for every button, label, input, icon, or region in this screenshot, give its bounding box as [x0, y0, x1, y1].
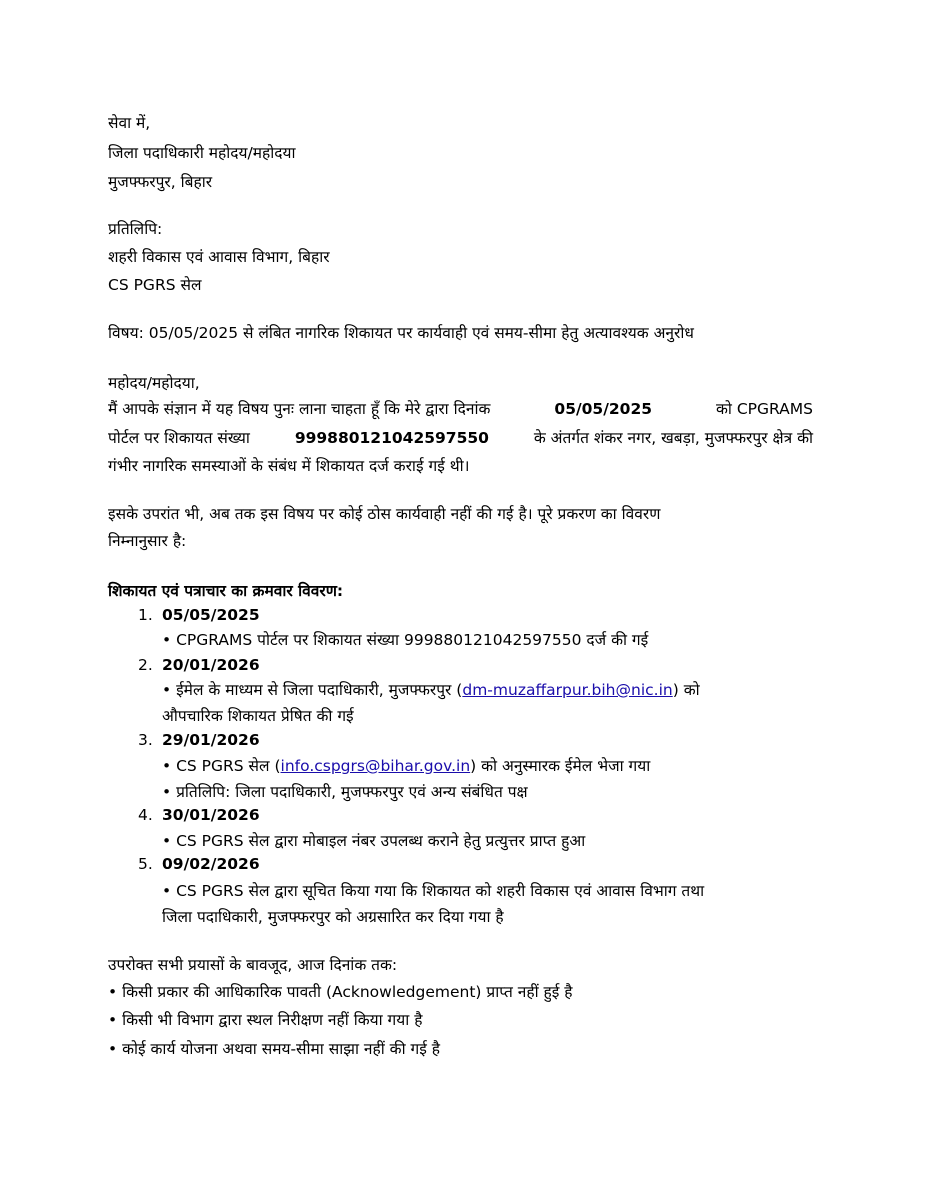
- timeline-item-date: 29/01/2026: [162, 731, 260, 749]
- timeline-item-text: • CPGRAMS पोर्टल पर शिकायत संख्या 999880121042597550 दर्ज की गई: [162, 631, 649, 649]
- timeline-item-text: [162, 755, 650, 777]
- timeline-item-text: औपचारिक शिकायत प्रेषित की गई: [162, 707, 354, 725]
- email-link-dm[interactable]: dm-muzaffarpur.bih@nic.in: [462, 681, 673, 699]
- complaint-number: 999880121042597550: [294, 429, 489, 447]
- para1-line-1: [108, 398, 813, 420]
- timeline-item-date: 30/01/2026: [162, 806, 260, 824]
- para2-line-1: इसके उपरांत भी, अब तक इस विषय पर कोई ठोस कार्यवाही नहीं की गई है। पूरे प्रकरण का विवरण: [108, 505, 661, 523]
- timeline-item-number: 3.: [138, 731, 153, 749]
- copy-label: प्रतिलिपि:: [108, 220, 163, 238]
- status-intro: उपरोक्त सभी प्रयासों के बावजूद, आज दिनांक तक:: [108, 956, 398, 974]
- timeline-item-number: 2.: [138, 656, 153, 674]
- complaint-date: 05/05/2025: [554, 400, 653, 418]
- timeline-item-text: [162, 679, 700, 701]
- para1-text-b: को CPGRAMS: [716, 400, 813, 418]
- timeline-item-text-b: ) को अनुस्मारक ईमेल भेजा गया: [470, 757, 651, 775]
- timeline-item-date: 09/02/2026: [162, 855, 260, 873]
- timeline-item-number: 1.: [138, 606, 153, 624]
- address-line-2: मुजफ्फरपुर, बिहार: [108, 173, 213, 191]
- timeline-item-text-a: • CS PGRS सेल (: [162, 757, 281, 775]
- para1-text-d: के अंतर्गत शंकर नगर, खबड़ा, मुजफ्फरपुर क्षेत्र की: [533, 429, 813, 447]
- timeline-item-number: 5.: [138, 855, 153, 873]
- address-to: सेवा में,: [108, 114, 151, 132]
- para1-line-3: गंभीर नागरिक समस्याओं के संबंध में शिकायत दर्ज कराई गई थी।: [108, 457, 470, 475]
- status-bullet: • कोई कार्य योजना अथवा समय-सीमा साझा नहीं की गई है: [108, 1040, 441, 1058]
- status-bullet: • किसी प्रकार की आधिकारिक पावती (Acknowledgement) प्राप्त नहीं हुई है: [108, 983, 573, 1001]
- address-line-1: जिला पदाधिकारी महोदय/महोदया: [108, 144, 296, 162]
- copy-line-2: CS PGRS सेल: [108, 276, 202, 294]
- email-link-cspgrs[interactable]: info.cspgrs@bihar.gov.in: [280, 757, 471, 775]
- timeline-item-text-b: ) को: [672, 681, 700, 699]
- timeline-item-text: • CS PGRS सेल द्वारा मोबाइल नंबर उपलब्ध कराने हेतु प्रत्युत्तर प्राप्त हुआ: [162, 832, 586, 850]
- copy-line-1: शहरी विकास एवं आवास विभाग, बिहार: [108, 248, 330, 266]
- para1-text-a: मैं आपके संज्ञान में यह विषय पुनः लाना चाहता हूँ कि मेरे द्वारा दिनांक: [108, 400, 491, 418]
- salutation: महोदय/महोदया,: [108, 374, 200, 392]
- timeline-item-date: 05/05/2025: [162, 606, 260, 624]
- timeline-item-text: • प्रतिलिपि: जिला पदाधिकारी, मुजफ्फरपुर एवं अन्य संबंधित पक्ष: [162, 783, 528, 801]
- timeline-item-text: • CS PGRS सेल द्वारा सूचित किया गया कि शिकायत को शहरी विकास एवं आवास विभाग तथा: [162, 882, 705, 900]
- timeline-item-text: जिला पदाधिकारी, मुजफ्फरपुर को अग्रसारित कर दिया गया है: [162, 908, 504, 926]
- timeline-heading: शिकायत एवं पत्राचार का क्रमवार विवरण:: [108, 582, 344, 600]
- para1-line-2: [108, 427, 813, 449]
- para2-line-2: निम्नानुसार है:: [108, 532, 187, 550]
- timeline-item-date: 20/01/2026: [162, 656, 260, 674]
- status-bullet: • किसी भी विभाग द्वारा स्थल निरीक्षण नहीं किया गया है: [108, 1011, 423, 1029]
- subject-line: विषय: 05/05/2025 से लंबित नागरिक शिकायत पर कार्यवाही एवं समय-सीमा हेतु अत्यावश्यक अनुरोध: [108, 324, 694, 342]
- timeline-item-number: 4.: [138, 806, 153, 824]
- timeline-item-text-a: • ईमेल के माध्यम से जिला पदाधिकारी, मुजफ्फरपुर (: [162, 681, 463, 699]
- para1-text-c: पोर्टल पर शिकायत संख्या: [108, 429, 250, 447]
